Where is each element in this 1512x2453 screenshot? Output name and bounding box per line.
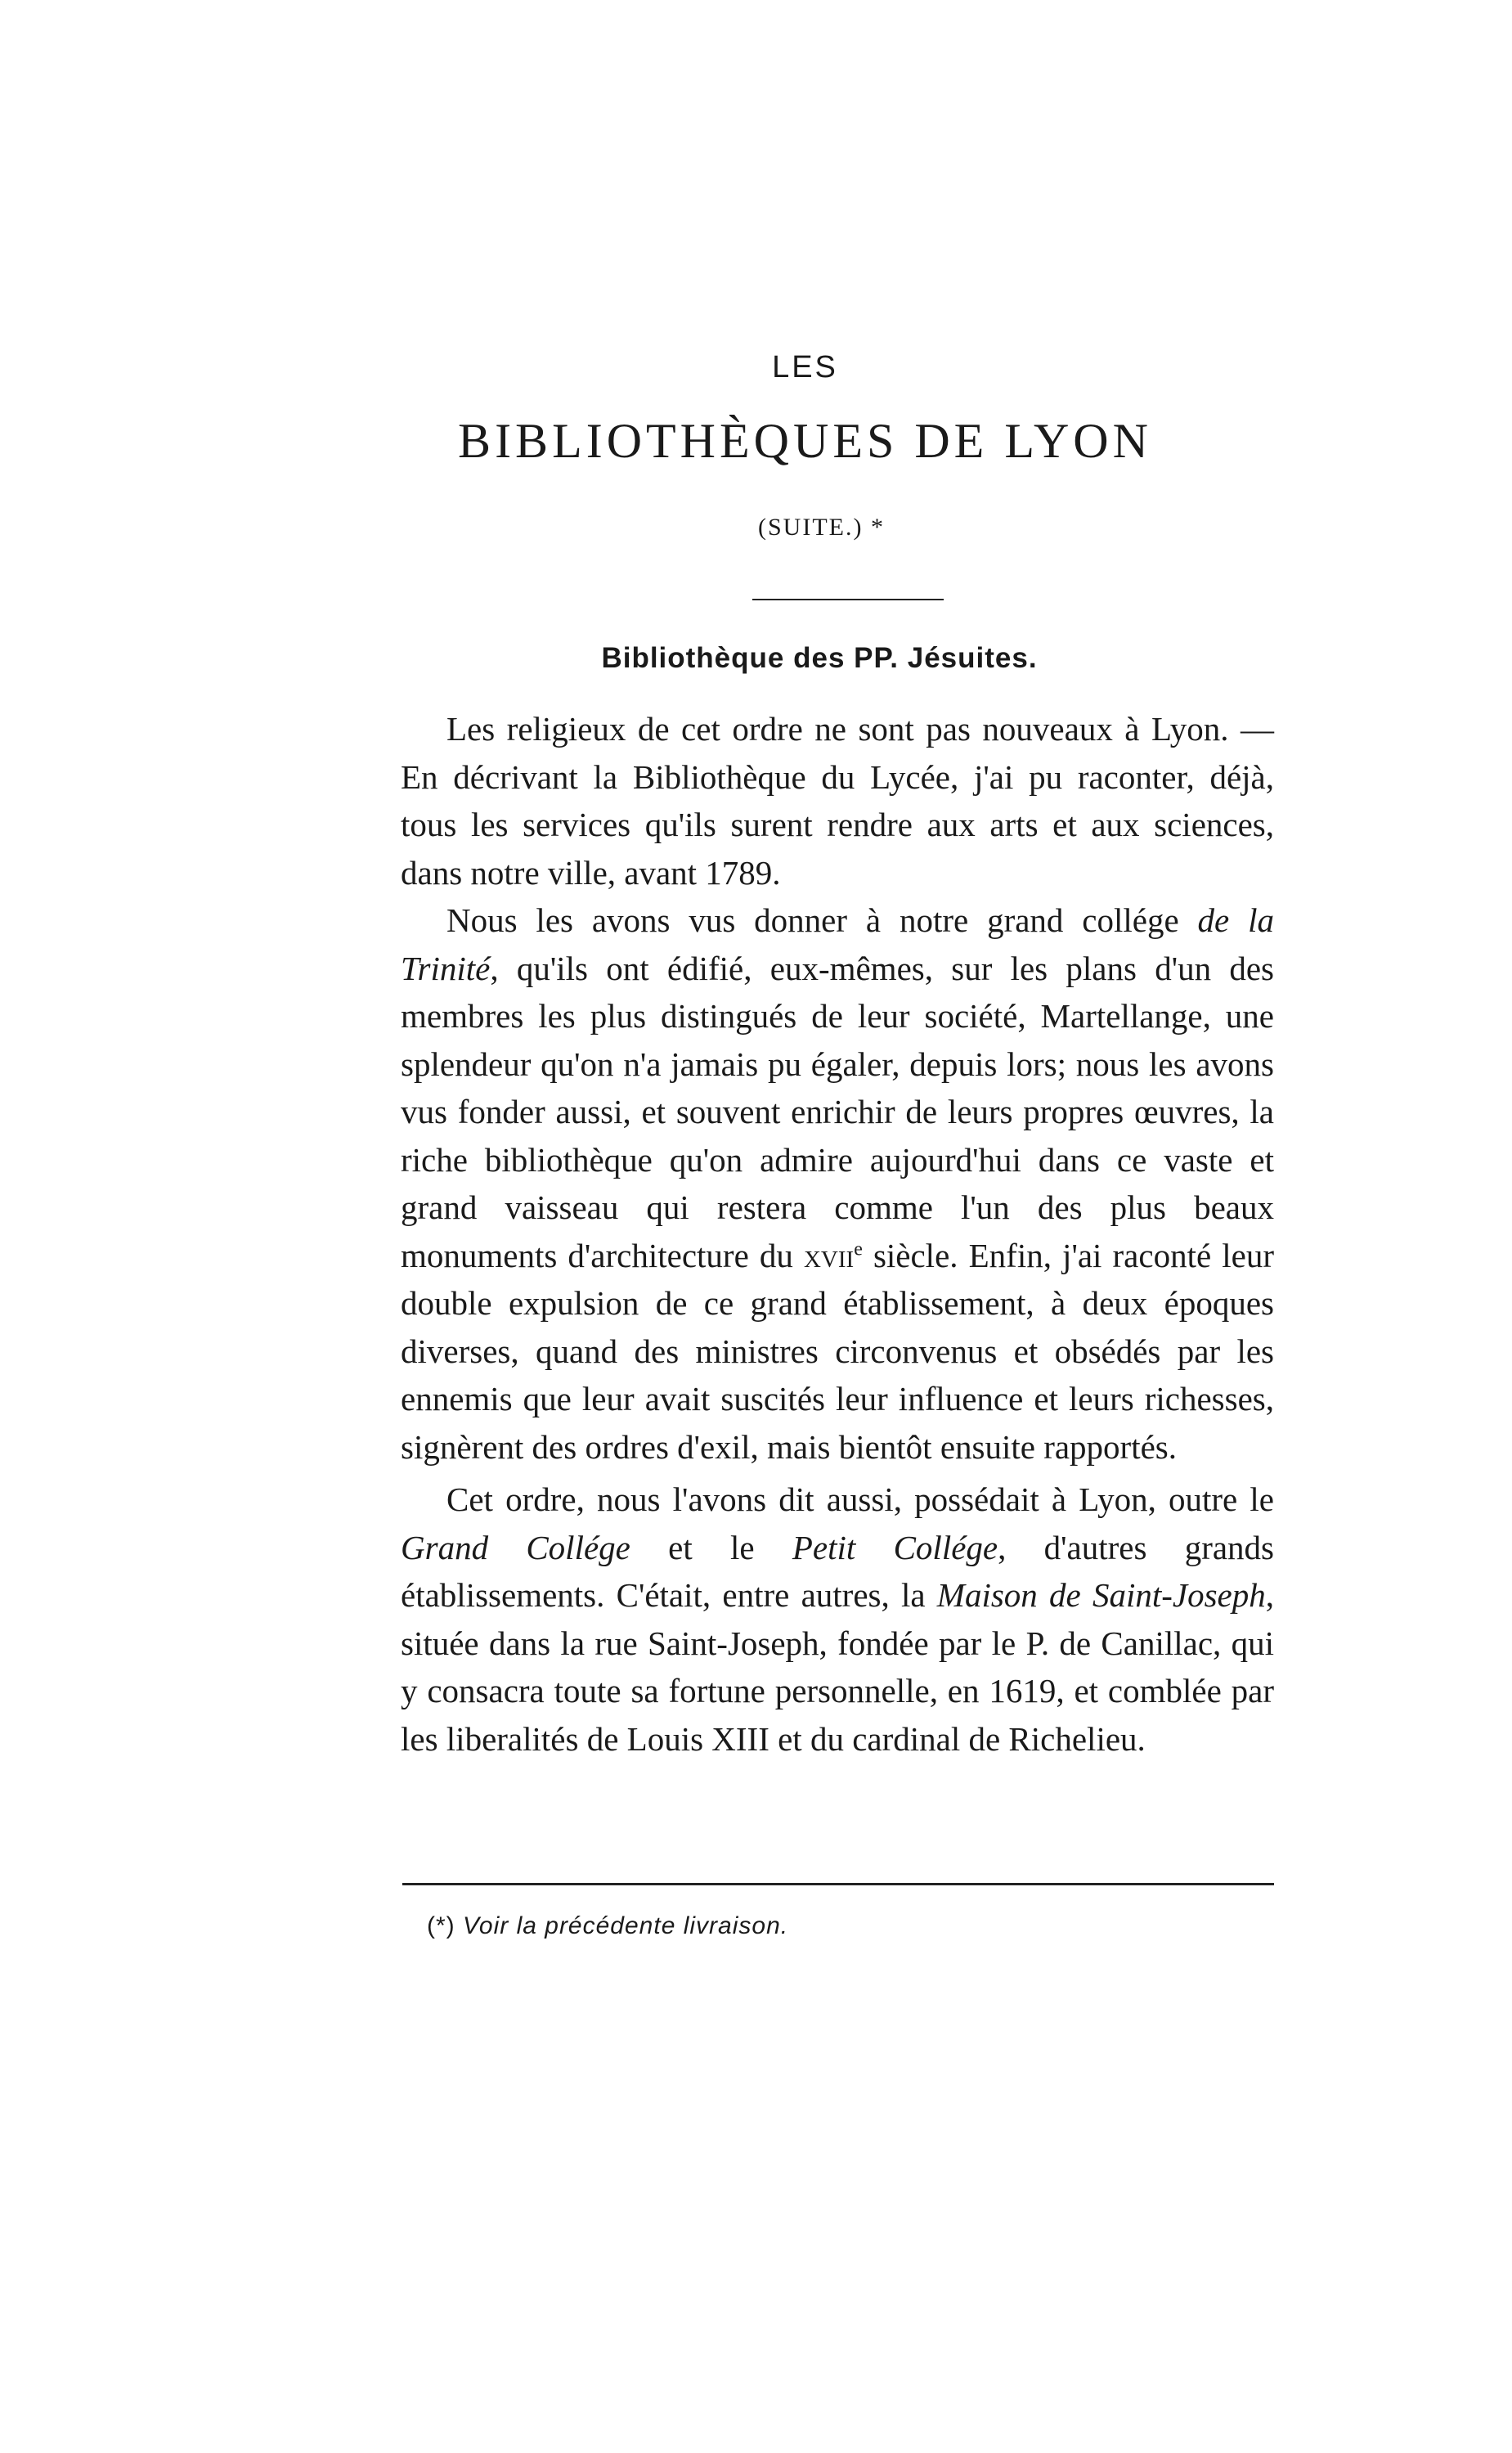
paragraph-1: Les religieux de cet ordre ne sont pas nouveaux à Lyon. — En décrivant la Bibliothèque du Lycée, j'ai pu raconter, déjà, tous les services qu'ils surent rendre aux arts et aux sciences, dans notre ville, avant 1789. — [401, 710, 1274, 892]
footnote-divider — [402, 1883, 1274, 1885]
title-prefix: LES — [772, 350, 838, 384]
title-divider — [752, 599, 944, 600]
title-suite: (SUITE.) * — [758, 514, 885, 541]
body-text — [401, 705, 1274, 1763]
footnote-text: Voir la précédente livraison. — [463, 1912, 789, 1939]
paragraph-2-text-c: , qu'ils ont édifié, eux-mêmes, sur les plans d'un des membres les plus distingués de leur société, Martellange, une splendeur qu'on n'a jamais pu égaler, depuis lors; nous les avons vus fonder aussi, et souvent enrichir de leurs propres œuvres, la riche bibliothèque qu'on admire aujourd'hui dans ce vaste et grand vaisseau qui restera comme l'un des plus beaux monuments d'architecture du — [401, 949, 1274, 1274]
paragraph-3-italic-grand-college: Grand Collége — [401, 1528, 630, 1566]
paragraph-3-text-g: , située dans la rue Saint-Joseph, fondée par le P. de Canillac, qui y consacra toute sa fortune personnelle, en 1619, et comblée par les liberalités de Louis XIII et du cardinal de Richelieu. — [401, 1576, 1275, 1758]
page-title: BIBLIOTHÈQUES DE LYON — [458, 414, 1152, 468]
paragraph-2 — [401, 896, 1274, 1471]
footnote-marker: (*) — [427, 1912, 463, 1939]
century-superscript: e — [854, 1238, 863, 1260]
paragraph-3 — [401, 1476, 1274, 1763]
paragraph-3-text-a: Cet ordre, nous l'avons dit aussi, possédait à Lyon, outre le — [446, 1480, 1274, 1518]
section-heading: Bibliothèque des PP. Jésuites. — [601, 642, 1038, 674]
paragraph-3-text-c: et le — [630, 1528, 792, 1566]
paragraph-2-text-a: Nous les avons vus donner à notre grand collége — [446, 901, 1198, 939]
footnote — [427, 1912, 788, 1940]
paragraph-3-text-e: , d'autres grands établissements. C'était, entre autres, la — [401, 1528, 1274, 1614]
century-numeral: xvii — [803, 1236, 855, 1274]
paragraph-2-italic-trinite: de la Trinité — [401, 901, 1274, 987]
paragraph-2-text-d: siècle. Enfin, j'ai raconté leur double expulsion de ce grand établissement, à deux époques diverses, quand des ministres circonvenus et obsédés par les ennemis que leur avait suscités leur influence et leurs richesses, signèrent des ordres d'exil, mais bientôt ensuite rapportés. — [401, 1236, 1274, 1466]
paragraph-3-italic-maison: Maison de Saint-Joseph — [936, 1576, 1266, 1614]
paragraph-3-italic-petit-college: Petit Collége — [792, 1528, 998, 1566]
